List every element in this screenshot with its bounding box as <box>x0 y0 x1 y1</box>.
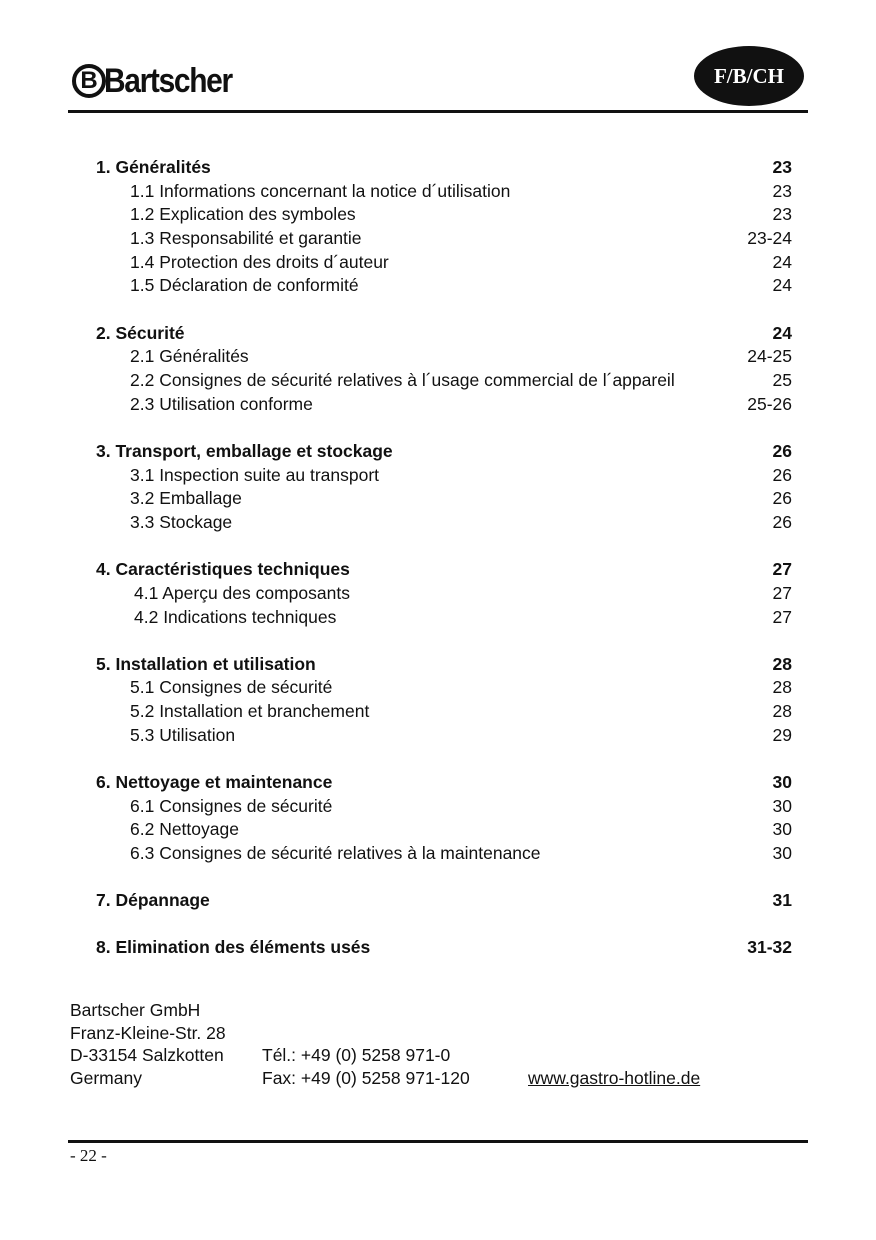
toc-entry <box>96 181 792 205</box>
toc-heading-title: 8. Elimination des éléments usés <box>96 937 371 958</box>
toc-heading-title: 3. Transport, emballage et stockage <box>96 440 393 461</box>
toc-entry-page: 23 <box>772 180 792 201</box>
city: D-33154 Salzkotten <box>70 1045 224 1065</box>
toc-entry-title: 2.3 Utilisation conforme <box>130 393 313 414</box>
toc-entry <box>96 488 792 512</box>
toc-section <box>96 937 792 961</box>
toc-entry-title: 4.2 Indications techniques <box>134 606 337 627</box>
toc-heading-page: 31-32 <box>747 937 792 958</box>
toc-heading <box>96 157 792 181</box>
toc-entry-title: 1.3 Responsabilité et garantie <box>130 228 362 249</box>
street: Franz-Kleine-Str. 28 <box>70 1022 226 1043</box>
page-number: - 22 - <box>70 1146 107 1165</box>
toc-entry-title: 2.2 Consignes de sécurité relatives à l´usage commercial de l´appareil <box>130 370 675 390</box>
toc-heading <box>96 441 792 465</box>
toc-section <box>96 559 792 630</box>
website-link[interactable]: www.gastro-hotline.de <box>528 1067 701 1088</box>
toc-entry-title: 1.2 Explication des symboles <box>130 204 356 225</box>
toc-heading-title: 4. Caractéristiques techniques <box>96 559 350 580</box>
brand-logo <box>72 56 249 106</box>
toc-heading <box>96 323 792 347</box>
toc-entry <box>96 370 792 394</box>
company-name: Bartscher GmbH <box>70 1000 201 1020</box>
toc-section <box>96 441 792 536</box>
phone: Tél.: +49 (0) 5258 971-0 <box>262 1045 451 1065</box>
toc-entry-page: 23 <box>772 204 792 225</box>
toc-heading <box>96 559 792 583</box>
toc-section <box>96 890 792 914</box>
toc-entry-page: 28 <box>772 701 792 722</box>
toc-entry-title: 4.1 Aperçu des composants <box>134 582 350 603</box>
toc-entry-page: 23-24 <box>747 228 792 249</box>
toc-entry-page: 30 <box>772 843 792 863</box>
toc-entry-page: 28 <box>772 677 792 698</box>
header-rule <box>68 110 808 113</box>
toc-heading-title: 2. Sécurité <box>96 322 185 343</box>
toc-entry <box>96 819 792 843</box>
toc-entry <box>96 346 792 370</box>
toc-heading-title: 7. Dépannage <box>96 890 210 911</box>
toc-entry-title: 1.5 Déclaration de conformité <box>130 275 359 296</box>
region-badge: F/B/CH <box>694 46 804 106</box>
toc-entry <box>96 394 792 418</box>
toc-entry-title: 6.1 Consignes de sécurité <box>130 795 333 816</box>
toc-entry-title: 5.1 Consignes de sécurité <box>130 677 333 698</box>
toc-entry-title: 6.2 Nettoyage <box>130 819 239 840</box>
toc-entry-page: 27 <box>772 582 792 603</box>
toc-heading <box>96 654 792 678</box>
country: Germany <box>70 1067 142 1088</box>
toc-heading <box>96 890 792 914</box>
toc-heading-page: 31 <box>772 890 792 911</box>
toc-heading-title: 5. Installation et utilisation <box>96 653 316 674</box>
toc-entry <box>96 275 792 299</box>
toc-entry <box>96 701 792 725</box>
toc-heading-page: 28 <box>772 653 792 674</box>
brand-name: Bartscher <box>104 61 232 100</box>
toc-entry-page: 26 <box>772 464 792 485</box>
toc-entry <box>96 583 792 607</box>
toc-heading <box>96 772 792 796</box>
toc-entry-title: 3.1 Inspection suite au transport <box>130 464 380 485</box>
toc-entry-title: 3.3 Stockage <box>130 511 233 532</box>
toc-heading-title: 1. Généralités <box>96 157 211 177</box>
toc-section <box>96 772 792 867</box>
toc-section <box>96 323 792 418</box>
toc-entry-page: 30 <box>772 819 792 840</box>
toc-heading-title: 6. Nettoyage et maintenance <box>96 771 333 792</box>
toc-section <box>96 654 792 749</box>
toc-entry-title: 6.3 Consignes de sécurité relatives à la maintenance <box>130 843 541 863</box>
toc-entry-page: 24-25 <box>747 346 792 367</box>
fax: Fax: +49 (0) 5258 971-120 <box>262 1067 470 1088</box>
toc-entry-title: 1.4 Protection des droits d´auteur <box>130 251 389 272</box>
toc-entry-page: 29 <box>772 724 792 745</box>
toc-heading-page: 26 <box>772 440 792 461</box>
toc-entry <box>96 677 792 701</box>
toc-heading-page: 27 <box>772 559 792 580</box>
toc-entry <box>96 607 792 631</box>
toc-entry-page: 24 <box>772 251 792 272</box>
toc-heading <box>96 937 792 961</box>
toc-entry-title: 2.1 Généralités <box>130 346 249 367</box>
toc-entry-page: 30 <box>772 795 792 816</box>
toc-entry-page: 27 <box>772 606 792 627</box>
toc-entry-page: 26 <box>772 511 792 532</box>
toc-heading-page: 23 <box>772 157 792 177</box>
toc-entry-page: 26 <box>772 488 792 509</box>
toc-heading-page: 24 <box>772 322 792 343</box>
toc-entry-title: 5.2 Installation et branchement <box>130 701 370 722</box>
toc-entry <box>96 725 792 749</box>
toc-entry <box>96 228 792 252</box>
toc-entry-title: 3.2 Emballage <box>130 488 242 509</box>
footer-rule <box>68 1140 808 1143</box>
logo-b-mark: B <box>72 64 106 98</box>
toc-entry-title: 1.1 Informations concernant la notice d´utilisation <box>130 180 511 201</box>
toc-entry <box>96 204 792 228</box>
toc-entry-page: 25-26 <box>747 393 792 414</box>
table-of-contents <box>96 157 792 985</box>
toc-entry <box>96 512 792 536</box>
toc-entry <box>96 252 792 276</box>
toc-entry <box>96 465 792 489</box>
toc-entry <box>96 796 792 820</box>
toc-entry-title: 5.3 Utilisation <box>130 724 236 745</box>
toc-heading-page: 30 <box>772 771 792 792</box>
toc-entry <box>96 843 792 867</box>
toc-entry-page: 24 <box>772 275 792 296</box>
toc-section <box>96 157 792 299</box>
company-address <box>70 999 701 1089</box>
toc-entry-page: 25 <box>772 370 792 390</box>
